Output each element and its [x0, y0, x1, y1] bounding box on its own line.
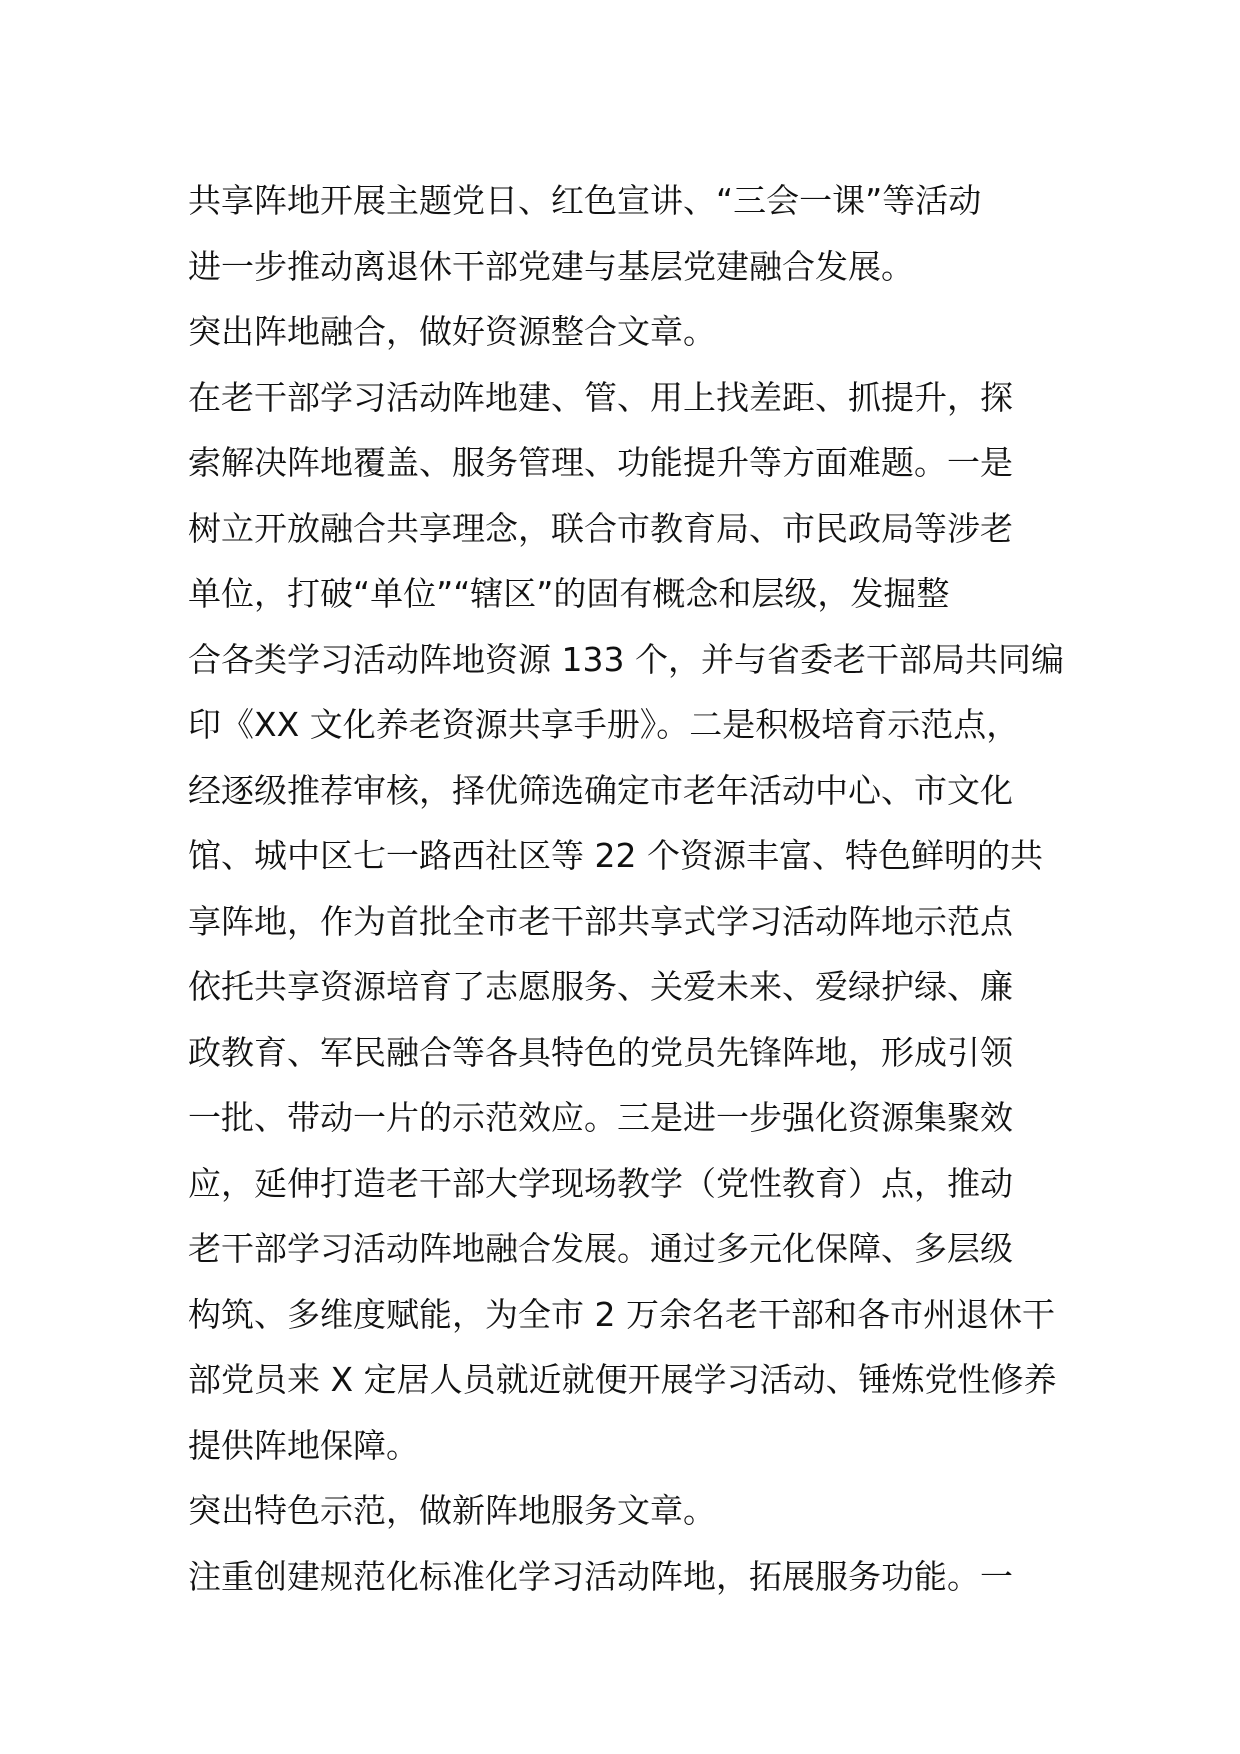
text-line: 经逐级推荐审核，择优筛选确定市老年活动中心、市文化: [188, 770, 1013, 810]
text-line: 政教育、军民融合等各具特色的党员先锋阵地，形成引领: [188, 1032, 1013, 1072]
text-line: 享阵地，作为首批全市老干部共享式学习活动阵地示范点: [188, 901, 1013, 941]
section-heading: 突出阵地融合，做好资源整合文章。: [188, 312, 716, 351]
text-line: 提供阵地保障。: [188, 1425, 419, 1465]
text-line: 进一步推动离退休干部党建与基层党建融合发展。: [188, 246, 914, 286]
section-heading: 突出特色示范，做新阵地服务文章。: [188, 1491, 716, 1530]
text-line: 依托共享资源培育了志愿服务、关爱未来、爱绿护绿、廉: [188, 967, 1013, 1006]
text-line: 应，延伸打造老干部大学现场教学（党性教育）点，推动: [188, 1163, 1013, 1203]
text-line: 构筑、多维度赋能，为全市 2 万余名老干部和各市州退休干: [188, 1294, 1055, 1334]
text-line: 馆、城中区七一路西社区等 22 个资源丰富、特色鲜明的共: [188, 836, 1043, 875]
text-line: 注重创建规范化标准化学习活动阵地，拓展服务功能。一: [188, 1556, 1013, 1596]
text-line: 索解决阵地覆盖、服务管理、功能提升等方面难题。一是: [188, 443, 1013, 482]
text-line: 树立开放融合共享理念，联合市教育局、市民政局等涉老: [188, 508, 1013, 548]
document-body: [188, 168, 1068, 1609]
text-line: 一批、带动一片的示范效应。三是进一步强化资源集聚效: [188, 1098, 1013, 1137]
text-line: 合各类学习活动阵地资源 133 个，并与省委老干部局共同编: [188, 639, 1064, 679]
text-line: 在老干部学习活动阵地建、管、用上找差距、抓提升，探: [188, 377, 1013, 417]
text-line: 部党员来 X 定居人员就近就便开展学习活动、锤炼党性修养: [188, 1360, 1057, 1399]
text-line: 印《XX 文化养老资源共享手册》。二是积极培育示范点，: [188, 705, 1020, 744]
text-line: 共享阵地开展主题党日、红色宣讲、“三会一课”等活动: [188, 181, 982, 220]
text-line: 单位，打破“单位”“辖区”的固有概念和层级，发掘整: [188, 574, 950, 613]
text-line: 老干部学习活动阵地融合发展。通过多元化保障、多层级: [188, 1229, 1013, 1268]
